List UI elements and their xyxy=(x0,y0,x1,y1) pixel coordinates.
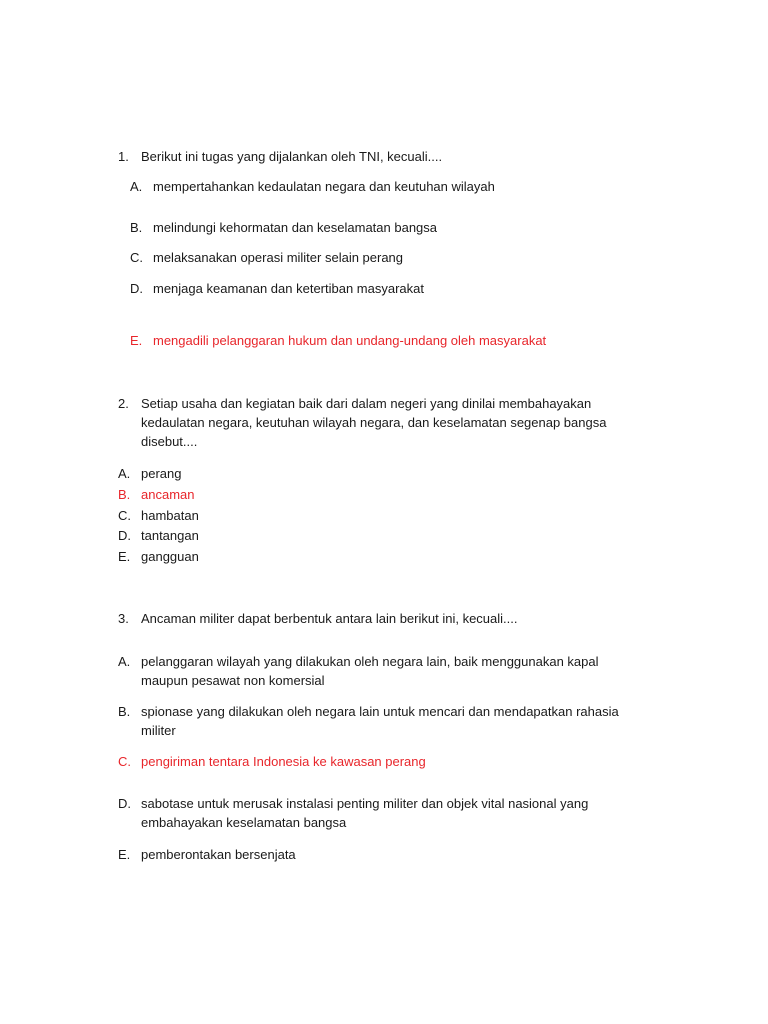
option-letter: B. xyxy=(130,220,143,235)
option-text: spionase yang dilakukan oleh negara lain untuk mencari dan mendapatkan rahasia xyxy=(141,704,619,719)
option-text: pemberontakan bersenjata xyxy=(141,847,296,862)
option-text: tantangan xyxy=(141,528,199,543)
question-number: 2. xyxy=(118,396,129,411)
option-text: sabotase untuk merusak instalasi penting militer dan objek vital nasional yang xyxy=(141,796,589,811)
correct-option-letter: B. xyxy=(118,487,131,502)
correct-option-text: mengadili pelanggaran hukum dan undang-undang oleh masyarakat xyxy=(153,333,547,348)
option-text: embahayakan keselamatan bangsa xyxy=(141,815,347,830)
option-letter: A. xyxy=(130,179,143,194)
correct-option-letter: E. xyxy=(130,333,143,348)
question-number: 3. xyxy=(118,611,129,626)
correct-option-letter: C. xyxy=(118,754,131,769)
option-text: hambatan xyxy=(141,508,199,523)
option-letter: C. xyxy=(130,250,143,265)
option-letter: A. xyxy=(118,654,131,669)
option-text: melindungi kehormatan dan keselamatan bangsa xyxy=(153,220,438,235)
option-letter: E. xyxy=(118,549,131,564)
option-letter: B. xyxy=(118,704,131,719)
question-text: kedaulatan negara, keutuhan wilayah negara, dan keselamatan segenap bangsa xyxy=(141,415,607,430)
option-letter: E. xyxy=(118,847,131,862)
option-text: maupun pesawat non komersial xyxy=(141,673,325,688)
question-text: Berikut ini tugas yang dijalankan oleh TNI, kecuali.... xyxy=(141,149,443,164)
option-text: mempertahankan kedaulatan negara dan keutuhan wilayah xyxy=(153,179,495,194)
option-letter: D. xyxy=(130,281,143,296)
option-text: menjaga keamanan dan ketertiban masyarakat xyxy=(153,281,424,296)
option-text: gangguan xyxy=(141,549,199,564)
question-number: 1. xyxy=(118,149,129,164)
option-letter: D. xyxy=(118,528,131,543)
option-letter: C. xyxy=(118,508,131,523)
option-text: militer xyxy=(141,723,176,738)
correct-option-text: pengiriman tentara Indonesia ke kawasan perang xyxy=(141,754,426,769)
correct-option-text: ancaman xyxy=(141,487,195,502)
option-text: perang xyxy=(141,466,182,481)
question-text: Setiap usaha dan kegiatan baik dari dalam negeri yang dinilai membahayakan xyxy=(141,396,592,411)
option-text: melaksanakan operasi militer selain perang xyxy=(153,250,404,265)
question-text: Ancaman militer dapat berbentuk antara lain berikut ini, kecuali.... xyxy=(141,611,518,626)
question-text: disebut.... xyxy=(141,434,198,449)
option-letter: A. xyxy=(118,466,131,481)
option-letter: D. xyxy=(118,796,131,811)
option-text: pelanggaran wilayah yang dilakukan oleh negara lain, baik menggunakan kapal xyxy=(141,654,599,669)
